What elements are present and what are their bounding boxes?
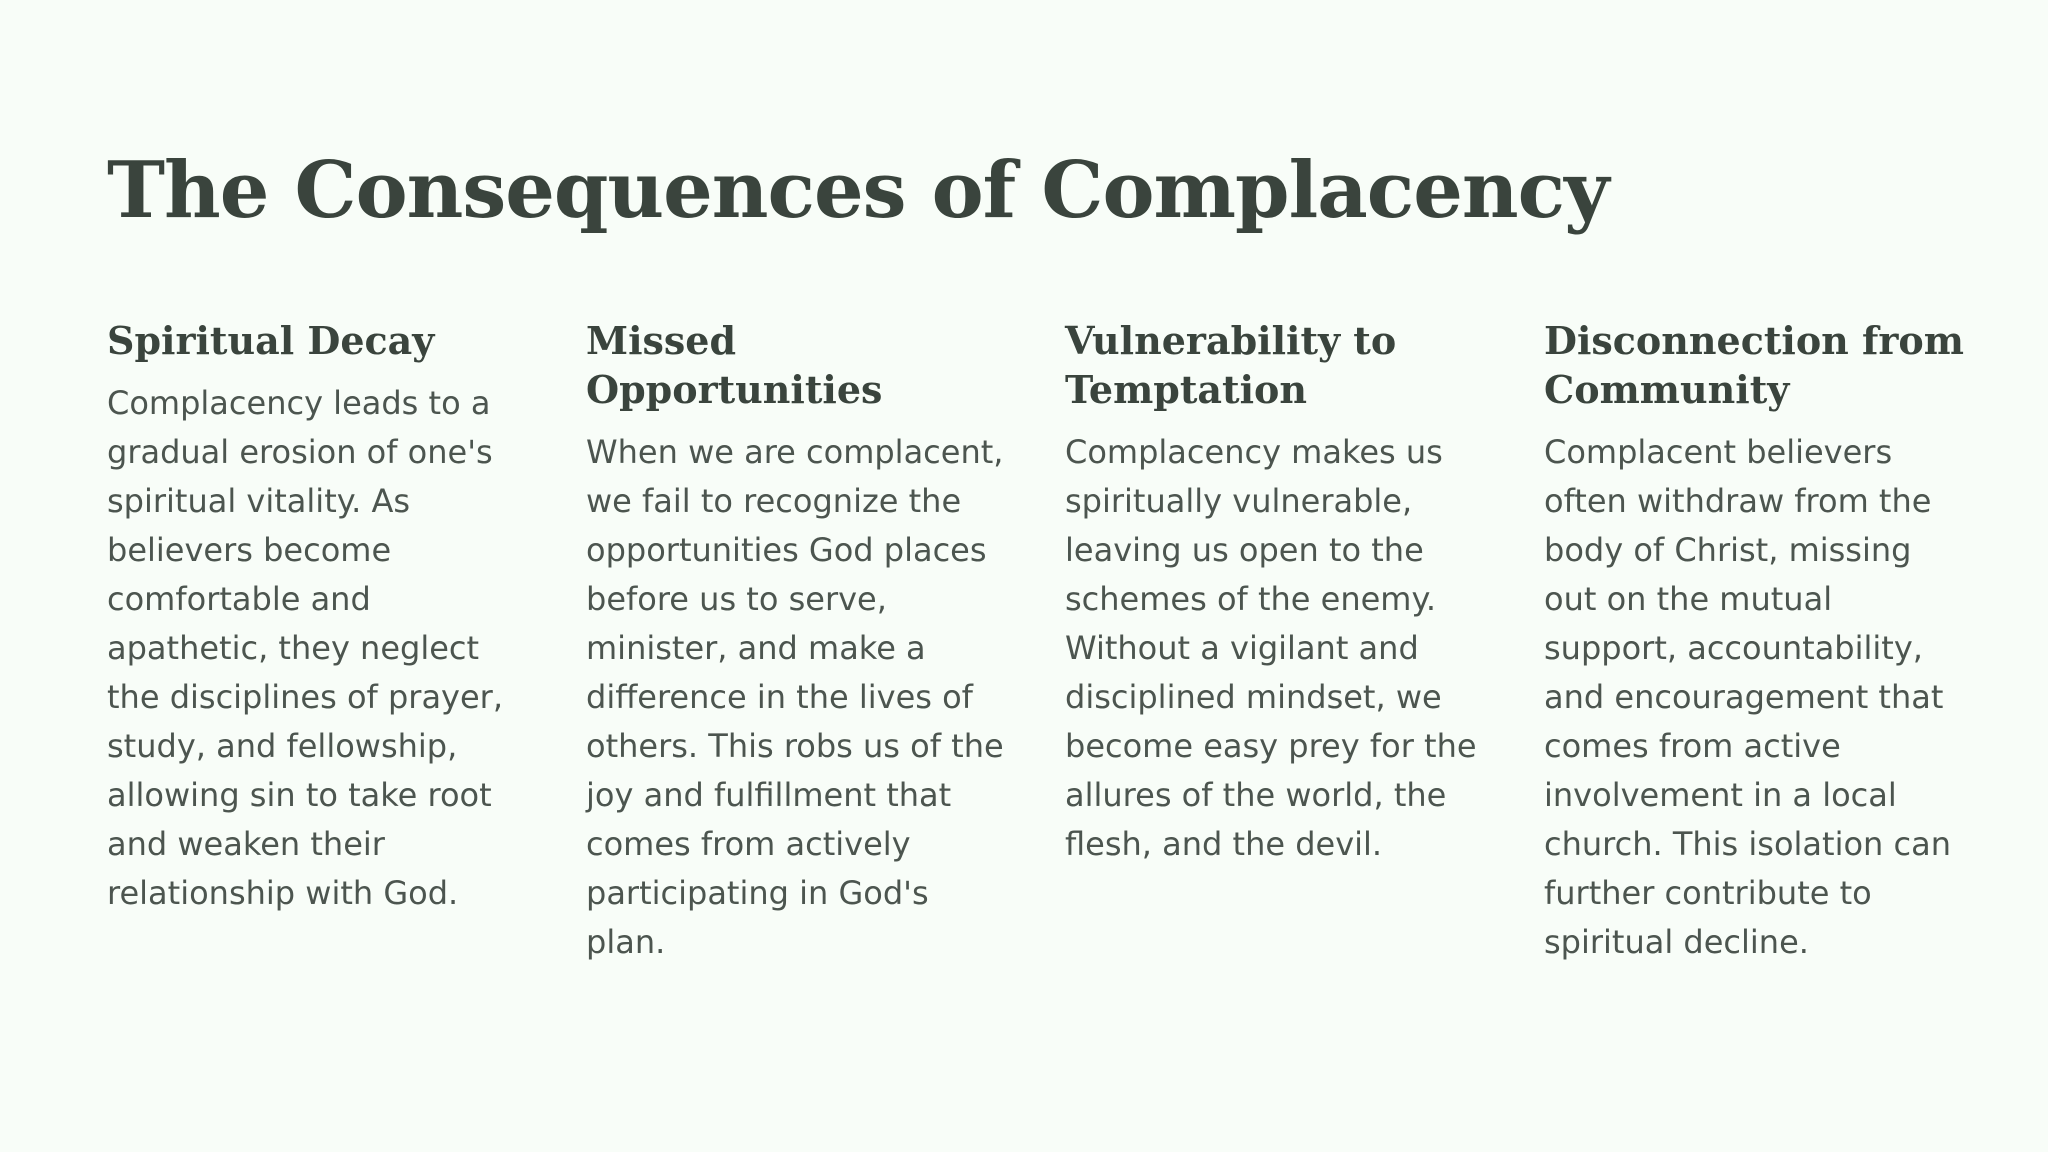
column-missed-opportunities bbox=[586, 316, 1065, 967]
column-body: Complacent believers often withdraw from the body of Christ, missing out on the mutual support, accountability, and encouragement that comes from active involvement in a local church. This isolation can further contribute to spiritual decline. bbox=[1544, 433, 1951, 961]
column-vulnerability-to-temptation bbox=[1065, 316, 1544, 967]
column-body: Complacency makes us spiritually vulnerable, leaving us open to the schemes of the enemy. Without a vigilant and disciplined mindset, we become easy prey for the allures of the world, the flesh, and the devil. bbox=[1065, 433, 1477, 863]
column-heading: Missed Opportunities bbox=[586, 318, 883, 412]
slide-title: The Consequences of Complacency bbox=[107, 145, 1609, 236]
column-spiritual-decay bbox=[107, 316, 586, 967]
column-heading: Disconnection from Community bbox=[1544, 318, 1964, 412]
columns-container bbox=[107, 316, 1987, 967]
column-body: When we are complacent, we fail to recognize the opportunities God places before us to serve, minister, and make a difference in the lives of others. This robs us of the joy and fulfillment that comes from actively participating in God's plan. bbox=[586, 433, 1004, 961]
column-heading: Vulnerability to Temptation bbox=[1065, 318, 1397, 412]
column-body: Complacency leads to a gradual erosion of one's spiritual vitality. As believers become comfortable and apathetic, they neglect the disciplines of prayer, study, and fellowship, allowing sin to take root and weaken their relationship with God. bbox=[107, 384, 503, 912]
column-disconnection-from-community bbox=[1544, 316, 2023, 967]
column-heading: Spiritual Decay bbox=[107, 318, 435, 363]
